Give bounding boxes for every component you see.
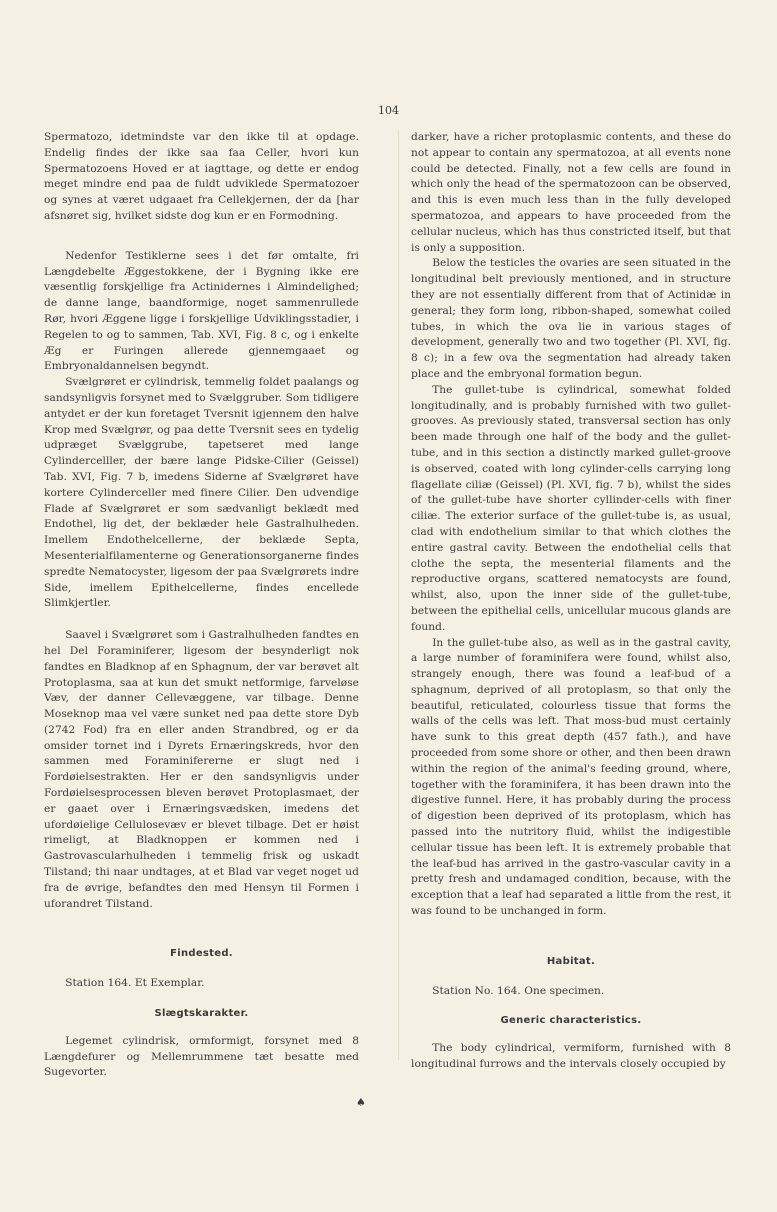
danish-paragraph-2: Nedenfor Testiklerne sees i det før omtalte, fri Længdebelte Æggestokkene, der i Bygning ikke ere væsentlig forskjellige fra Actinidernes i Almindelighed; de danne lange, baandformige, noget sammenrullede Rør, hvori Æggene ligge i forskjellige Udviklingsstadier, i Regelen to og to sammen, Tab. XVI, Fig. 8 c, og i enkelte Æg er Furingen allerede gjennemgaaet og Embryonaldannelsen begyndt. bbox=[44, 249, 359, 373]
danish-station-text: Station 164. Et Exemplar. bbox=[65, 977, 205, 990]
english-paragraph-2: Below the testicles the ovaries are seen situated in the longitudinal belt previously mentioned, and in structure they are not essentially different from that of Actinidæ in general; they form long, ribbon-shaped, somewhat coiled tubes, in which the ova lie in various stages of development, generally two and two together (Pl. XVI, fig. 8 c); in a few ova the segmentation had already taken place and the embryonal formation begun. bbox=[411, 257, 731, 380]
danish-paragraph-5: Legemet cylindrisk, ormformigt, forsynet med 8 Længdefurer og Mellemrummene tæt besatte med Sugevorter. bbox=[44, 1034, 359, 1079]
danish-column bbox=[44, 130, 359, 1081]
danish-paragraph-3: Svælgrøret er cylindrisk, temmelig foldet paalangs og sandsynligvis forsynet med to Svælggruber. Som tidligere antydet er der kun foretaget Tversnit igjennem den halve Krop med Svælgrør, og paa dette Tversnit sees en tydelig udpræget Svælggrube, tapetseret med lange Cylindercelller, der bære lange Pidske-Cilier (Geissel) Tab. XVI, Fig. 7 b, imedens Siderne af Svælgrøret have kortere Cylinderceller med finere Cilier. Den udvendige Flade af Svælgrøret er som sædvanligt beklædt med Endothel, lig det, der beklæder hele Gastralhulheden. Imellem Endothelcellerne, der beklæde Septa, Mesenterialfilamenterne og Generationsorganerne findes spredte Nematocyster, ligesom der paa Svælgrørets indre Side, imellem Epithelcellerne, findes encellede Slimkjertler. bbox=[44, 376, 359, 610]
english-paragraph-4: In the gullet-tube also, as well as in the gastral cavity, a large number of foraminifera were found, whilst also, strangely enough, there was found a leaf-bud of a sphagnum, deprived of all protoplasm, so that only the beautiful, reticulated, colourless tissue that forms the walls of the cells was left. That moss-bud must certainly have sunk to this great depth (457 fath.), and have proceeded from some shore or other, and then been drawn within the region of the animal's feeding ground, where, together with the foraminifera, it has been drawn into the digestive funnel. Here, it has probably during the process of digestion been deprived of its protoplasm, which has passed into the nutritory fluid, whilst the indigestible cellular tissue has been left. It is extremely probable that the leaf-bud has arrived in the gastro-vascular cavity in a pretty fresh and undamaged condition, because, with the exception that a leaf had separated a little from the rest, it was found to be unchanged in form. bbox=[411, 636, 731, 918]
english-station-text: Station No. 164. One specimen. bbox=[432, 984, 605, 997]
english-heading-generic-characteristics: Generic characteristics. bbox=[500, 1015, 642, 1027]
english-paragraph-1: darker, have a richer protoplasmic contents, and these do not appear to contain any spermatozoa, at all events none could be detected. Finally, not a few cells are found in which only the head of the spermatozoon can be observed, and this is even much less than in the fully developed spermatozoa, and appears to have proceeded from the cellular nucleus, which has thus constricted itself, but that is only a supposition. bbox=[411, 131, 731, 254]
english-paragraph-3: The gullet-tube is cylindrical, somewhat folded longitudinally, and is probably furnished with two gullet-grooves. As previously stated, transversal section has only been made through one half of the body and the gullet-tube, and in this section a distinctly marked gullet-groove is observed, coated with long cylinder-cells carrying long flagellate ciliæ (Geissel) (Pl. XVI, fig. 7 b), whilst the sides of the gullet-tube have shorter cyllinder-cells with finer ciliæ. The exterior surface of the gullet-tube is, as usual, clad with endothelium similar to that which clothes the entire gastral cavity. Between the endothelial cells that clothe the septa, the mesenterial filaments and the reproductive organs, scattered nematocysts are found, whilst, also, upon the inner side of the gullet-tube, between the epithelial cells, unicellular mucous glands are found. bbox=[411, 383, 731, 633]
page-number: 104 bbox=[378, 104, 399, 117]
english-paragraph-5: The body cylindrical, vermiform, furnished with 8 longitudinal furrows and the intervals closely occupied by bbox=[411, 1042, 731, 1071]
danish-heading-findested: Findested. bbox=[170, 948, 233, 960]
danish-paragraph-1: Spermatozo, idetmindste var den ikke til at opdage. Endelig findes der ikke saa faa Celler, hvori kun Spermatozoens Hoved er at iagttage, og dette er endog meget mindre end paa de fuldt udviklede Spermatozoer og synes at været udgaaet fra Cellekjernen, der da [har afsnøret sig, hvilket sidste dog kun er en Formodning. bbox=[44, 131, 359, 222]
danish-heading-slaegtskarakter: Slægtskarakter. bbox=[154, 1008, 249, 1020]
english-heading-habitat: Habitat. bbox=[546, 955, 596, 967]
danish-paragraph-4: Saavel i Svælgrøret som i Gastralhulheden fandtes en hel Del Foraminiferer, ligesom der besynderligt nok fandtes en Bladknop af en Sphagnum, der var berøvet alt Protoplasma, saa at kun det smukt netformige, farveløse Væv, der danner Cellevæggene, var tilbage. Denne Moseknop maa vel være sunket ned paa dette store Dyb (2742 Fod) fra en eller anden Strandbred, og er da omsider tornet ind i Dyrets Ernæringskreds, hvor den sammen med Foraminifererne er slugt ned i Fordøielsestrakten. Her er den sandsynligvis under Fordøielsesprocessen bleven berøvet Protoplasmaet, der er gaaet over i Ernæringsvædsken, imedens det ufordøielige Cellulosevæv er blevet tilbage. Det er høist rimeligt, at Bladknoppen er kommen ned i Gastrovascularhulheden i temmelig frisk og uskadt Tilstand; thi naar undtages, at et Blad var veget noget ud fra de øvrige, befandtes den med Hensyn til Formen i uforandret Tilstand. bbox=[44, 629, 359, 910]
column-divider bbox=[398, 130, 399, 1060]
ornament-icon: ♠ bbox=[356, 1096, 366, 1109]
english-column bbox=[411, 130, 731, 1073]
